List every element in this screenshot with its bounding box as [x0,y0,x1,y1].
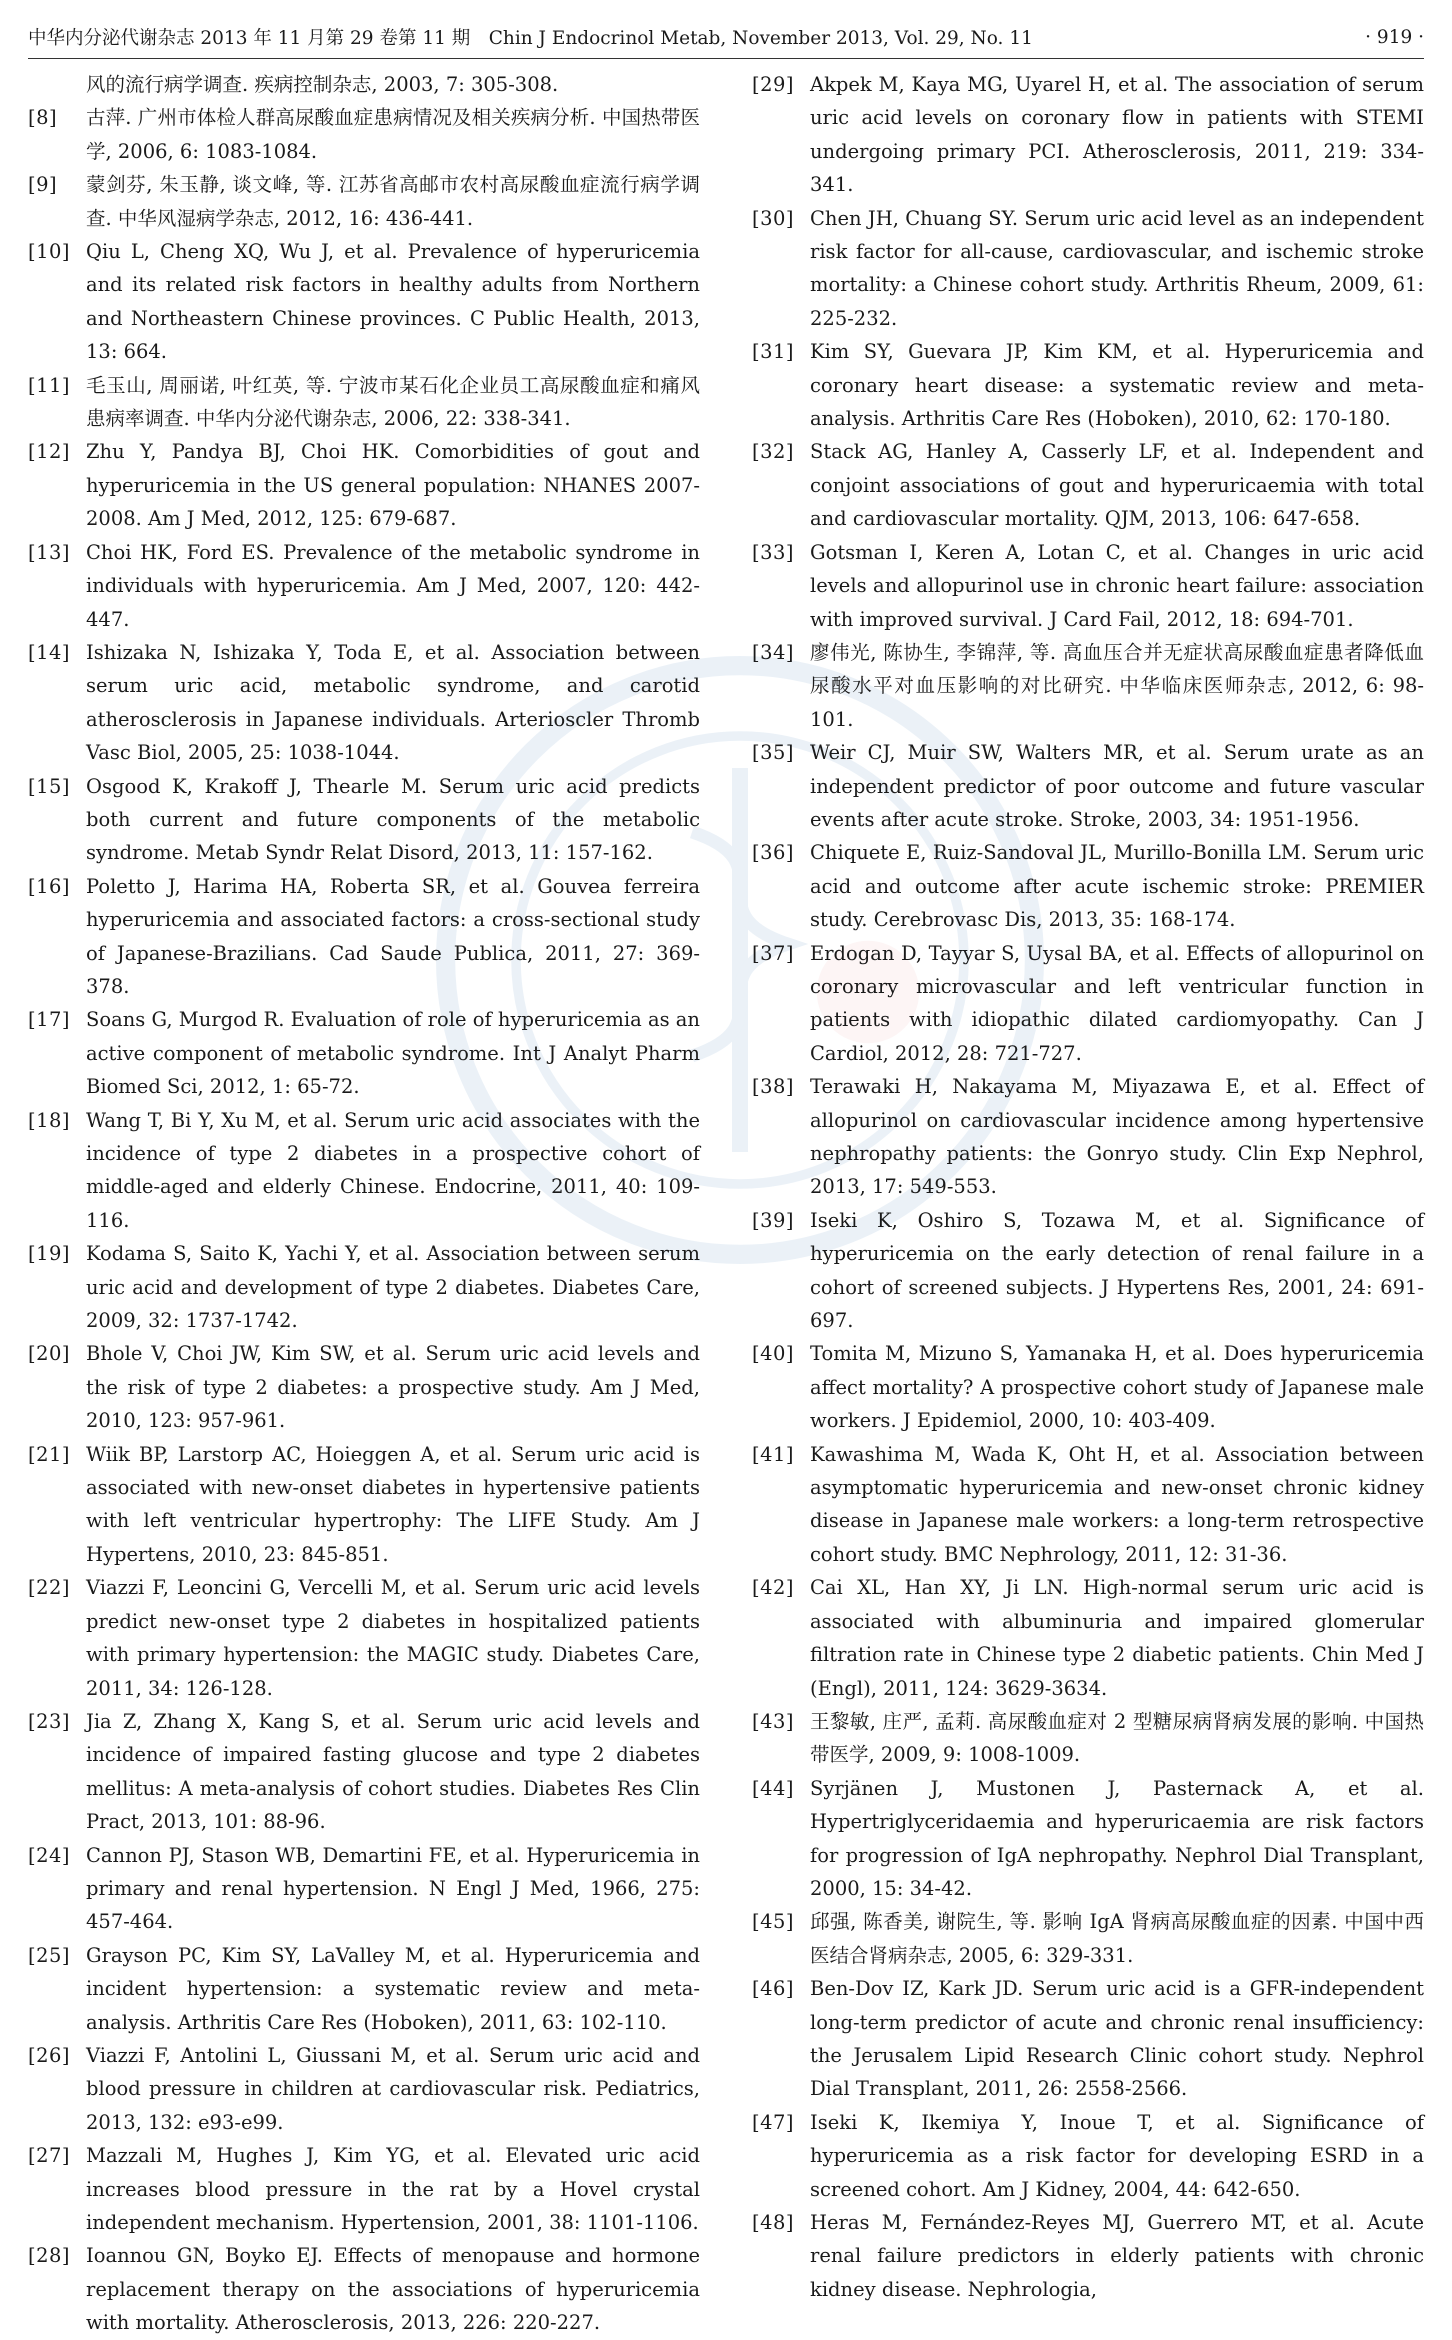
reference-number: [43] [752,1709,795,1733]
reference-text: Kawashima M, Wada K, Oht H, et al. Association between asymptomatic hyperuricemia and new-onset chronic kidney disease in Japanese male workers: a long-term retrospective cohort study. BMC Nephrology, 2011, 12: 31-36. [810,1442,1424,1566]
reference-number: [31] [752,340,795,364]
reference-entry [752,1070,1424,1204]
reference-entry [28,235,700,369]
reference-entry [752,1705,1424,1772]
reference-number: [40] [752,1342,795,1366]
reference-columns [28,68,1424,2335]
reference-number: [44] [752,1776,795,1800]
reference-number: [16] [28,874,71,898]
reference-entry [28,68,700,101]
reference-entry [752,1772,1424,1906]
reference-number: [29] [752,73,795,96]
reference-entry [28,2239,700,2339]
reference-text: Viazzi F, Antolini L, Giussani M, et al. Serum uric acid and blood pressure in children at cardiovascular risk. Pediatrics, 2013, 132: e93-e99. [86,2043,700,2134]
reference-number: [48] [752,2211,795,2234]
reference-number: [20] [28,1342,71,1366]
reference-number: [35] [752,741,795,765]
reference-text: Soans G, Murgod R. Evaluation of role of hyperuricemia as an active component of metabolic syndrome. Int J Analyt Pharm Biomed Sci, 2012, 1: 65-72. [86,1008,700,1099]
reference-entry [752,1905,1424,1972]
reference-entry [28,101,700,168]
reference-text: Iseki K, Ikemiya Y, Inoue T, et al. Significance of hyperuricemia as a risk factor for developing ESRD in a screened cohort. Am J Kidney, 2004, 44: 642-650. [810,2110,1424,2201]
reference-text: Akpek M, Kaya MG, Uyarel H, et al. The association of serum uric acid levels on coronary flow in patients with STEMI undergoing primary PCI. Atherosclerosis, 2011, 219: 334-341. [810,73,1424,197]
reference-text: Chiquete E, Ruiz-Sandoval JL, Murillo-Bonilla LM. Serum uric acid and outcome after acute ischemic stroke: PREMIER study. Cerebrovasc Dis, 2013, 35: 168-174. [810,841,1424,932]
reference-text: Erdogan D, Tayyar S, Uysal BA, et al. Effects of allopurinol on coronary microvascular and left ventricular function in patients with idiopathic dilated cardiomyopathy. Can J Cardiol, 2012, 28: 721-727. [810,941,1424,1065]
reference-number: [37] [752,941,795,965]
reference-entry [28,1571,700,1705]
reference-text: Gotsman I, Keren A, Lotan C, et al. Changes in uric acid levels and allopurinol use in chronic heart failure: association with improved survival. J Card Fail, 2012, 18: 694-701. [810,540,1424,631]
reference-text: 风的流行病学调查. 疾病控制杂志, 2003, 7: 305-308. [86,73,559,96]
reference-text: 蒙剑芬, 朱玉静, 谈文峰, 等. 江苏省高邮市农村高尿酸血症流行病学调查. 中华风湿病学杂志, 2012, 16: 436-441. [86,173,700,230]
reference-text: Cai XL, Han XY, Ji LN. High-normal serum uric acid is associated with albuminuria and impaired glomerular filtration rate in Chinese type 2 diabetic patients. Chin Med J (Engl), 2011, 124: 3629-3634. [810,1576,1424,1700]
reference-entry [28,636,700,770]
reference-text: Kodama S, Saito K, Yachi Y, et al. Association between serum uric acid and development of type 2 diabetes. Diabetes Care, 2009, 32: 1737-1742. [86,1242,700,1333]
reference-entry [752,335,1424,435]
reference-number: [21] [28,1442,71,1466]
reference-number: [22] [28,1576,71,1600]
reference-entry [752,435,1424,535]
reference-text: Cannon PJ, Stason WB, Demartini FE, et al. Hyperuricemia in primary and renal hypertension. N Engl J Med, 1966, 275: 457-464. [86,1843,700,1934]
reference-entry [752,736,1424,836]
reference-text: 毛玉山, 周丽诺, 叶红英, 等. 宁波市某石化企业员工高尿酸血症和痛风患病率调查. 中华内分泌代谢杂志, 2006, 22: 338-341. [86,373,700,431]
reference-text: Osgood K, Krakoff J, Thearle M. Serum uric acid predicts both current and future components of the metabolic syndrome. Metab Syndr Relat Disord, 2013, 11: 157-162. [86,774,700,865]
reference-entry [28,435,700,535]
reference-number: [42] [752,1576,795,1600]
reference-entry [752,202,1424,336]
reference-text: 古萍. 广州市体检人群高尿酸血症患病情况及相关疾病分析. 中国热带医学, 2006, 6: 1083-1084. [86,106,700,163]
reference-number: [14] [28,640,71,664]
reference-text: Wang T, Bi Y, Xu M, et al. Serum uric acid associates with the incidence of type 2 diabetes in a prospective cohort of middle-aged and elderly Chinese. Endocrine, 2011, 40: 109-116. [86,1108,700,1232]
reference-text: Weir CJ, Muir SW, Walters MR, et al. Serum urate as an independent predictor of poor outcome and future vascular events after acute stroke. Stroke, 2003, 34: 1951-1956. [810,741,1424,831]
reference-entry [28,536,700,636]
reference-entry [28,168,700,235]
reference-entry [28,1104,700,1238]
reference-number: [27] [28,2144,71,2168]
reference-entry [28,2039,700,2139]
reference-text: Poletto J, Harima HA, Roberta SR, et al. Gouvea ferreira hyperuricemia and associated factors: a cross-sectional study of Japanese-Brazilians. Cad Saude Publica, 2011, 27: 369-378. [86,874,700,998]
running-header [28,22,1424,52]
reference-number: [8] [28,106,58,130]
header-rule [28,58,1424,59]
reference-text: Wiik BP, Larstorp AC, Hoieggen A, et al. Serum uric acid is associated with new-onset diabetes in hypertensive patients with left ventricular hypertrophy: The LIFE Study. Am J Hypertens, 2010, 23: 845-851. [86,1442,700,1566]
reference-entry [28,870,700,1004]
reference-column-left [28,68,700,2335]
reference-text: Heras M, Fernández-Reyes MJ, Guerrero MT, et al. Acute renal failure predictors in elderly patients with chronic kidney disease. Nephrologia, [810,2211,1424,2301]
reference-number: [25] [28,1943,71,1967]
reference-entry [28,369,700,436]
reference-text: Kim SY, Guevara JP, Kim KM, et al. Hyperuricemia and coronary heart disease: a systematic review and meta-analysis. Arthritis Care Res (Hoboken), 2010, 62: 170-180. [810,340,1424,431]
reference-entry [28,1337,700,1437]
reference-number: [24] [28,1843,71,1867]
reference-number: [13] [28,540,71,564]
reference-text: 王黎敏, 庄严, 孟莉. 高尿酸血症对 2 型糖尿病肾病发展的影响. 中国热带医学, 2009, 9: 1008-1009. [810,1709,1424,1767]
reference-entry [752,836,1424,936]
reference-entry [28,1438,700,1572]
reference-entry [28,770,700,870]
reference-number: [36] [752,841,795,865]
reference-entry [752,937,1424,1071]
reference-number: [30] [752,206,795,230]
reference-number: [23] [28,1709,71,1733]
reference-number: [46] [752,1977,795,2001]
reference-number: [11] [28,373,71,397]
reference-number: [17] [28,1008,71,1032]
reference-text: Bhole V, Choi JW, Kim SW, et al. Serum uric acid levels and the risk of type 2 diabetes: a prospective study. Am J Med, 2010, 123: 957-961. [86,1342,700,1433]
reference-text: Terawaki H, Nakayama M, Miyazawa E, et al. Effect of allopurinol on cardiovascular incidence among hypertensive nephropathy patients: the Gonryo study. Clin Exp Nephrol, 2013, 17: 549-553. [810,1075,1424,1199]
reference-text: 邱强, 陈香美, 谢院生, 等. 影响 IgA 肾病高尿酸血症的因素. 中国中西医结合肾病杂志, 2005, 6: 329-331. [810,1910,1424,1967]
reference-number: [41] [752,1442,795,1466]
reference-number: [47] [752,2110,795,2134]
reference-entry [752,1972,1424,2106]
reference-text: Chen JH, Chuang SY. Serum uric acid level as an independent risk factor for all-cause, cardiovascular, and ischemic stroke mortality: a Chinese cohort study. Arthritis Rheum, 2009, 61: 225-232. [810,206,1424,330]
reference-entry [28,1839,700,1939]
reference-number: [45] [752,1910,795,1934]
reference-text: Ioannou GN, Boyko EJ. Effects of menopause and hormone replacement therapy on the associations of hyperuricemia with mortality. Atherosclerosis, 2013, 226: 220-227. [86,2244,700,2335]
reference-text: 廖伟光, 陈协生, 李锦萍, 等. 高血压合并无症状高尿酸血症患者降低血尿酸水平对血压影响的对比研究. 中华临床医师杂志, 2012, 6: 98-101. [810,640,1424,731]
reference-number: [10] [28,240,71,264]
page-number: · 919 · [1365,26,1424,48]
reference-entry [28,1939,700,2039]
reference-text: Choi HK, Ford ES. Prevalence of the metabolic syndrome in individuals with hyperuricemia. Am J Med, 2007, 120: 442-447. [86,540,700,631]
reference-number: [15] [28,774,71,798]
reference-text: Mazzali M, Hughes J, Kim YG, et al. Elevated uric acid increases blood pressure in the rat by a Hovel crystal independent mechanism. Hypertension, 2001, 38: 1101-1106. [86,2144,700,2234]
reference-text: Iseki K, Oshiro S, Tozawa M, et al. Significance of hyperuricemia on the early detection of renal failure in a cohort of screened subjects. J Hypertens Res, 2001, 24: 691-697. [810,1208,1424,1333]
reference-column-right [752,68,1424,2301]
reference-entry [28,2139,700,2239]
journal-citation: 中华内分泌代谢杂志 2013 年 11 月第 29 卷第 11 期 Chin J Endocrinol Metab, November 2013, Vol. 29, No. 11 [28,28,1033,49]
reference-text: Grayson PC, Kim SY, LaValley M, et al. Hyperuricemia and incident hypertension: a systematic review and meta-analysis. Arthritis Care Res (Hoboken), 2011, 63: 102-110. [86,1943,700,2034]
reference-text: Ishizaka N, Ishizaka Y, Toda E, et al. Association between serum uric acid, metabolic syndrome, and carotid atherosclerosis in Japanese individuals. Arterioscler Thromb Vasc Biol, 2005, 25: 1038-1044. [86,640,700,765]
reference-entry [752,1204,1424,1338]
reference-number: [34] [752,640,795,664]
reference-entry [752,1438,1424,1572]
reference-entry [752,1571,1424,1705]
reference-number: [28] [28,2244,71,2268]
reference-text: Tomita M, Mizuno S, Yamanaka H, et al. Does hyperuricemia affect mortality? A prospective cohort study of Japanese male workers. J Epidemiol, 2000, 10: 403-409. [810,1342,1424,1433]
reference-number: [39] [752,1208,795,1232]
reference-entry [28,1705,700,1839]
reference-entry [28,1237,700,1337]
reference-text: Ben-Dov IZ, Kark JD. Serum uric acid is a GFR-independent long-term predictor of acute and chronic renal insufficiency: the Jerusalem Lipid Research Clinic cohort study. Nephrol Dial Transplant, 2011, 26: 2558-2566. [810,1977,1424,2101]
reference-entry [752,536,1424,636]
reference-text: Qiu L, Cheng XQ, Wu J, et al. Prevalence of hyperuricemia and its related risk factors in healthy adults from Northern and Northeastern Chinese provinces. C Public Health, 2013, 13: 664. [86,240,700,364]
reference-number: [38] [752,1075,795,1099]
reference-text: Stack AG, Hanley A, Casserly LF, et al. Independent and conjoint associations of gout and hyperuricaemia with total and cardiovascular mortality. QJM, 2013, 106: 647-658. [810,440,1424,531]
reference-entry [28,1003,700,1103]
reference-text: Jia Z, Zhang X, Kang S, et al. Serum uric acid levels and incidence of impaired fasting glucose and type 2 diabetes mellitus: A meta-analysis of cohort studies. Diabetes Res Clin Pract, 2013, 101: 88-96. [86,1709,700,1834]
reference-text: Viazzi F, Leoncini G, Vercelli M, et al. Serum uric acid levels predict new-onset type 2 diabetes in hospitalized patients with primary hypertension: the MAGIC study. Diabetes Care, 2011, 34: 126-128. [86,1576,700,1700]
reference-number: [12] [28,440,71,464]
reference-number: [26] [28,2043,71,2067]
reference-entry [752,2106,1424,2206]
reference-number: [33] [752,540,795,564]
reference-number: [19] [28,1242,71,1266]
reference-entry [752,68,1424,202]
reference-entry [752,636,1424,736]
reference-number: [9] [28,173,58,197]
reference-number: [18] [28,1108,71,1132]
reference-number: [32] [752,440,795,464]
reference-entry [752,2206,1424,2306]
reference-text: Zhu Y, Pandya BJ, Choi HK. Comorbidities of gout and hyperuricemia in the US general population: NHANES 2007-2008. Am J Med, 2012, 125: 679-687. [86,440,700,531]
reference-text: Syrjänen J, Mustonen J, Pasternack A, et al. Hypertriglyceridaemia and hyperuricaemia are risk factors for progression of IgA nephropathy. Nephrol Dial Transplant, 2000, 15: 34-42. [810,1776,1424,1900]
reference-entry [752,1337,1424,1437]
